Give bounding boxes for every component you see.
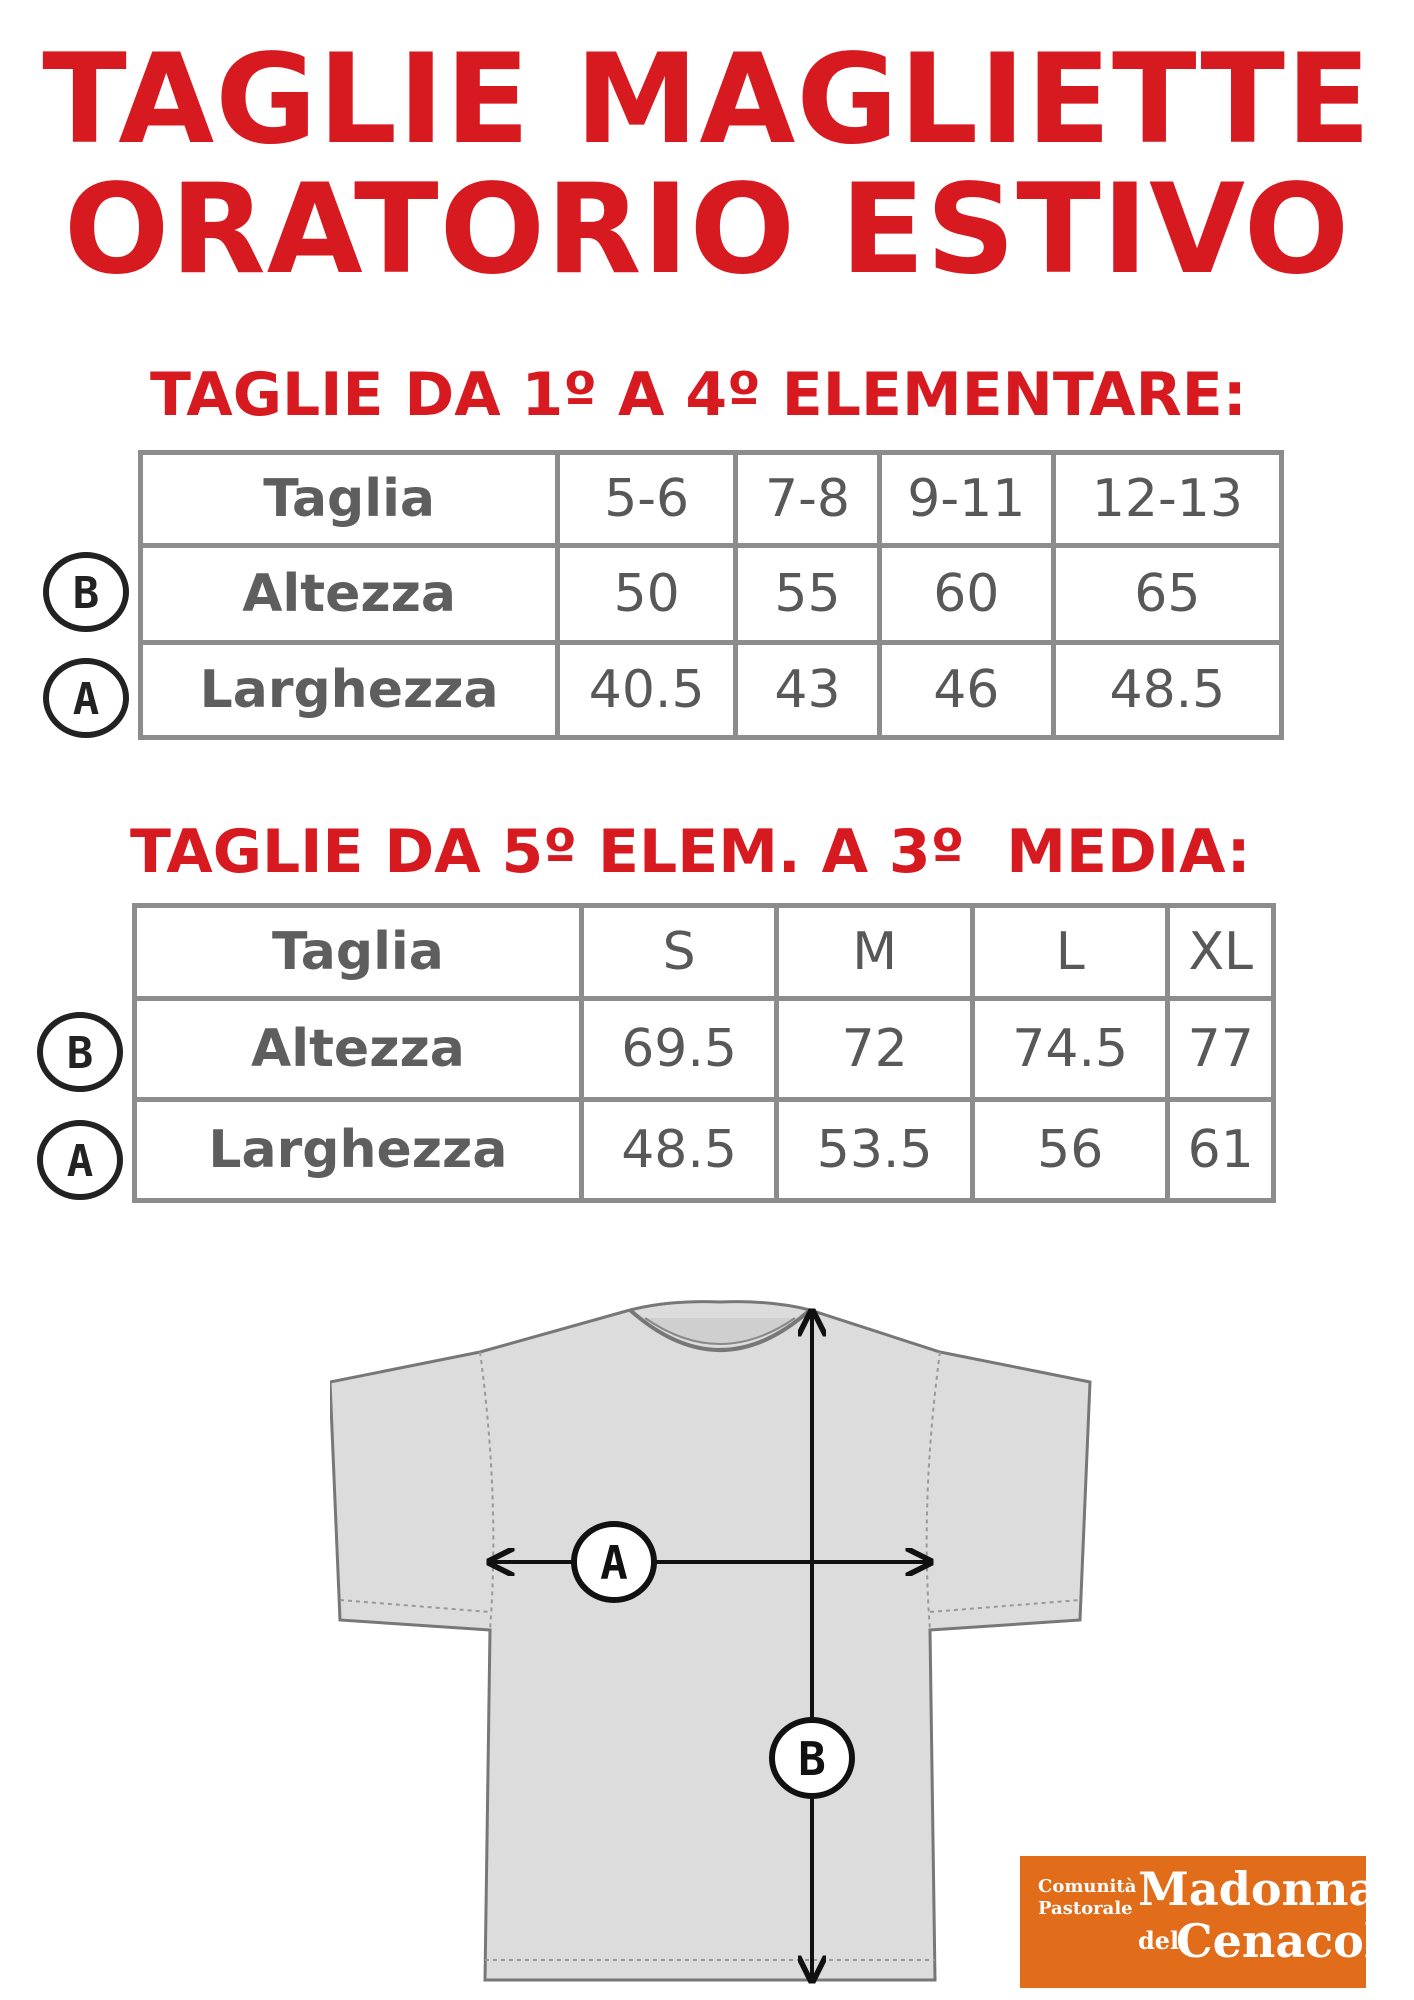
row-label: Larghezza [143, 645, 555, 735]
svg-text:A: A [600, 1536, 628, 1590]
table-row-larghezza [143, 645, 1279, 735]
section1-heading: TAGLIE DA 1º A 4º ELEMENTARE: [150, 360, 1247, 430]
value-cell: 50 [560, 548, 733, 640]
tshirt-body [330, 1302, 1090, 1980]
logo-name-line1: Madonna [1138, 1862, 1379, 1916]
size-cell: L [975, 908, 1166, 996]
logo-small-text: Comunità Pastorale [1038, 1876, 1137, 1919]
size-cell: 5-6 [560, 455, 733, 543]
marker-a-icon [574, 1524, 654, 1600]
table-row-altezza [137, 1001, 1271, 1097]
marker-a-icon [40, 656, 132, 740]
size-table-elementary [138, 450, 1284, 740]
value-cell: 56 [975, 1102, 1166, 1198]
svg-text:A: A [66, 1136, 94, 1187]
header-label: Taglia [137, 908, 579, 996]
community-logo [1020, 1856, 1412, 1988]
row-label: Altezza [143, 548, 555, 640]
size-cell: 12-13 [1056, 455, 1279, 543]
value-cell: 60 [882, 548, 1051, 640]
table-row-larghezza [137, 1102, 1271, 1198]
value-cell: 55 [738, 548, 877, 640]
page-title-line2: ORATORIO ESTIVO [63, 158, 1351, 302]
value-cell: 61 [1170, 1102, 1271, 1198]
value-cell: 53.5 [779, 1102, 970, 1198]
marker-b-icon [34, 1010, 126, 1094]
svg-text:B: B [72, 568, 100, 619]
size-table-middle [132, 903, 1276, 1203]
value-cell: 72 [779, 1001, 970, 1097]
marker-b-icon [40, 550, 132, 634]
size-cell: 7-8 [738, 455, 877, 543]
value-cell: 48.5 [584, 1102, 775, 1198]
size-cell: XL [1170, 908, 1271, 996]
size-cell: S [584, 908, 775, 996]
value-cell: 46 [882, 645, 1051, 735]
marker-b-icon [772, 1720, 852, 1796]
table-header-row [143, 455, 1279, 543]
value-cell: 48.5 [1056, 645, 1279, 735]
row-label: Larghezza [137, 1102, 579, 1198]
size-cell: 9-11 [882, 455, 1051, 543]
size-cell: M [779, 908, 970, 996]
page-title-line1: TAGLIE MAGLIETTE [42, 28, 1372, 172]
row-label: Altezza [137, 1001, 579, 1097]
tshirt-diagram [330, 1300, 1110, 1990]
marker-a-icon [34, 1118, 126, 1202]
section2-heading: TAGLIE DA 5º ELEM. A 3º MEDIA: [130, 817, 1251, 887]
svg-text:B: B [66, 1028, 94, 1079]
header-label: Taglia [143, 455, 555, 543]
svg-text:B: B [798, 1732, 826, 1786]
svg-text:A: A [72, 674, 100, 725]
value-cell: 65 [1056, 548, 1279, 640]
value-cell: 77 [1170, 1001, 1271, 1097]
table-header-row [137, 908, 1271, 996]
logo-name-del: del [1138, 1926, 1180, 1955]
logo-name-line2: Cenacolo [1176, 1914, 1412, 1968]
value-cell: 40.5 [560, 645, 733, 735]
value-cell: 43 [738, 645, 877, 735]
value-cell: 69.5 [584, 1001, 775, 1097]
value-cell: 74.5 [975, 1001, 1166, 1097]
table-row-altezza [143, 548, 1279, 640]
